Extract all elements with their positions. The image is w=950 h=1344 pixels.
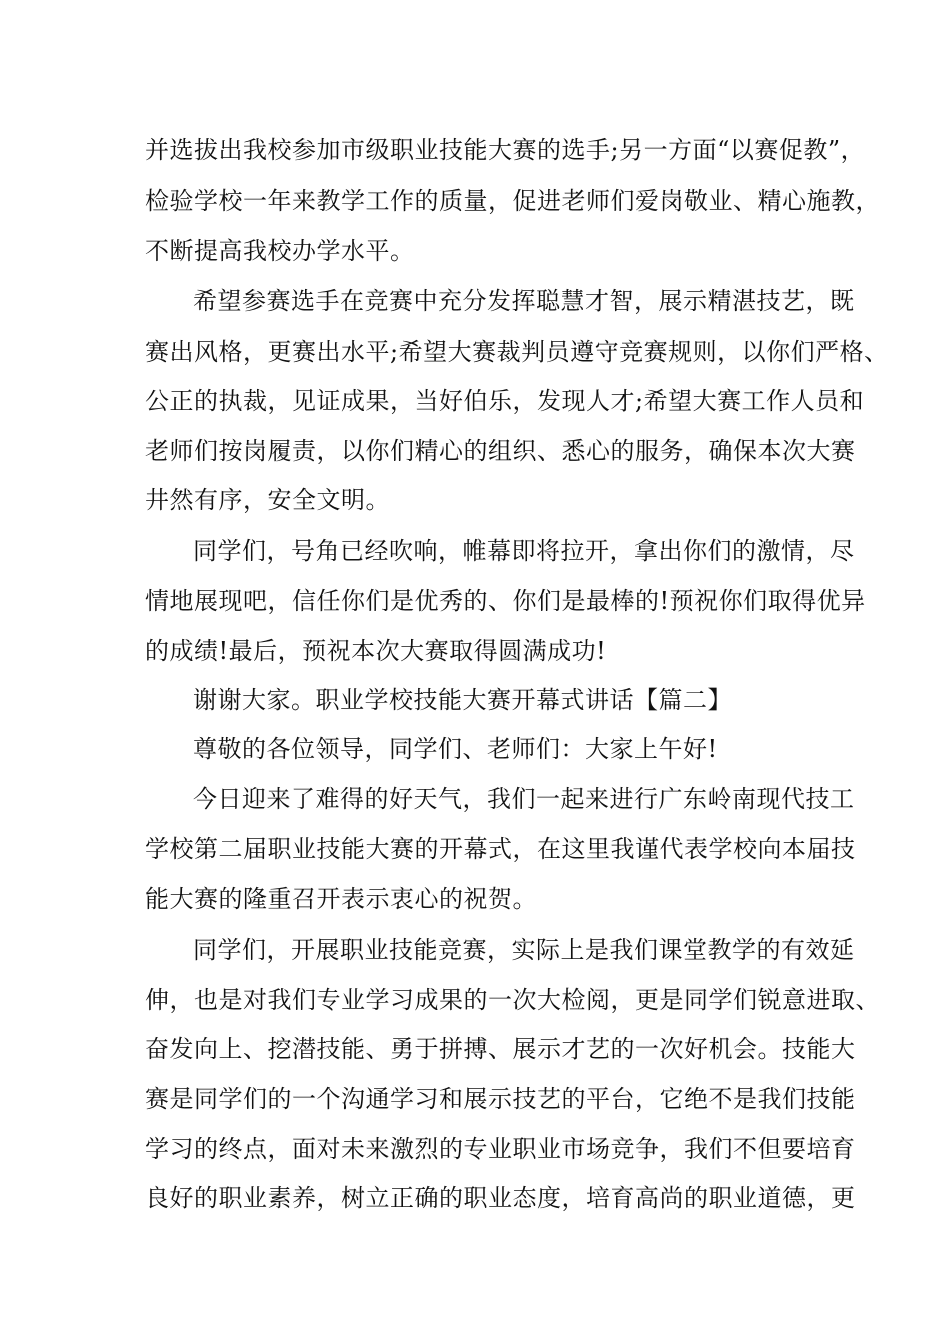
text-line: 伸，也是对我们专业学习成果的一次大检阅，更是同学们锐意进取、 <box>145 986 880 1014</box>
paragraph-first-line: 今日迎来了难得的好天气，我们一起来进行广东岭南现代技工 <box>193 785 855 813</box>
text-line: 老师们按岗履责，以你们精心的组织、悉心的服务，确保本次大赛 <box>145 437 856 465</box>
text-line: 能大赛的隆重召开表示衷心的祝贺。 <box>145 885 537 913</box>
text-line: 检验学校一年来教学工作的质量，促进老师们爱岗敬业、精心施教， <box>145 187 880 215</box>
text-line: 井然有序，安全文明。 <box>145 486 390 514</box>
paragraph-first-line: 同学们，开展职业技能竞赛，实际上是我们课堂教学的有效延 <box>193 936 855 964</box>
text-line: 奋发向上、挖潜技能、勇于拼搏、展示才艺的一次好机会。技能大 <box>145 1035 856 1063</box>
text-line: 赛出风格，更赛出水平;希望大赛裁判员遵守竞赛规则，以你们严格、 <box>145 338 889 366</box>
section-heading-line: 谢谢大家。职业学校技能大赛开幕式讲话【篇二】 <box>193 686 732 714</box>
text-line: 公正的执裁，见证成果，当好伯乐，发现人才;希望大赛工作人员和 <box>145 387 865 415</box>
salutation-line: 尊敬的各位领导，同学们、老师们：大家上午好! <box>193 735 718 763</box>
paragraph-first-line: 希望参赛选手在竞赛中充分发挥聪慧才智，展示精湛技艺，既 <box>193 287 855 315</box>
text-line: 学校第二届职业技能大赛的开幕式，在这里我谨代表学校向本届技 <box>145 835 856 863</box>
text-line: 情地展现吧，信任你们是优秀的、你们是最棒的!预祝你们取得优异 <box>145 587 866 615</box>
text-line: 良好的职业素养，树立正确的职业态度，培育高尚的职业道德，更 <box>145 1184 856 1212</box>
text-line: 学习的终点，面对未来激烈的专业职业市场竞争，我们不但要培育 <box>145 1135 856 1163</box>
text-line: 并选拔出我校参加市级职业技能大赛的选手;另一方面“以赛促教”， <box>145 136 866 164</box>
text-line: 赛是同学们的一个沟通学习和展示技艺的平台，它绝不是我们技能 <box>145 1085 856 1113</box>
text-line: 的成绩!最后，预祝本次大赛取得圆满成功! <box>145 637 607 665</box>
text-line: 不断提高我校办学水平。 <box>145 237 415 265</box>
paragraph-first-line: 同学们，号角已经吹响，帷幕即将拉开，拿出你们的激情，尽 <box>193 537 855 565</box>
